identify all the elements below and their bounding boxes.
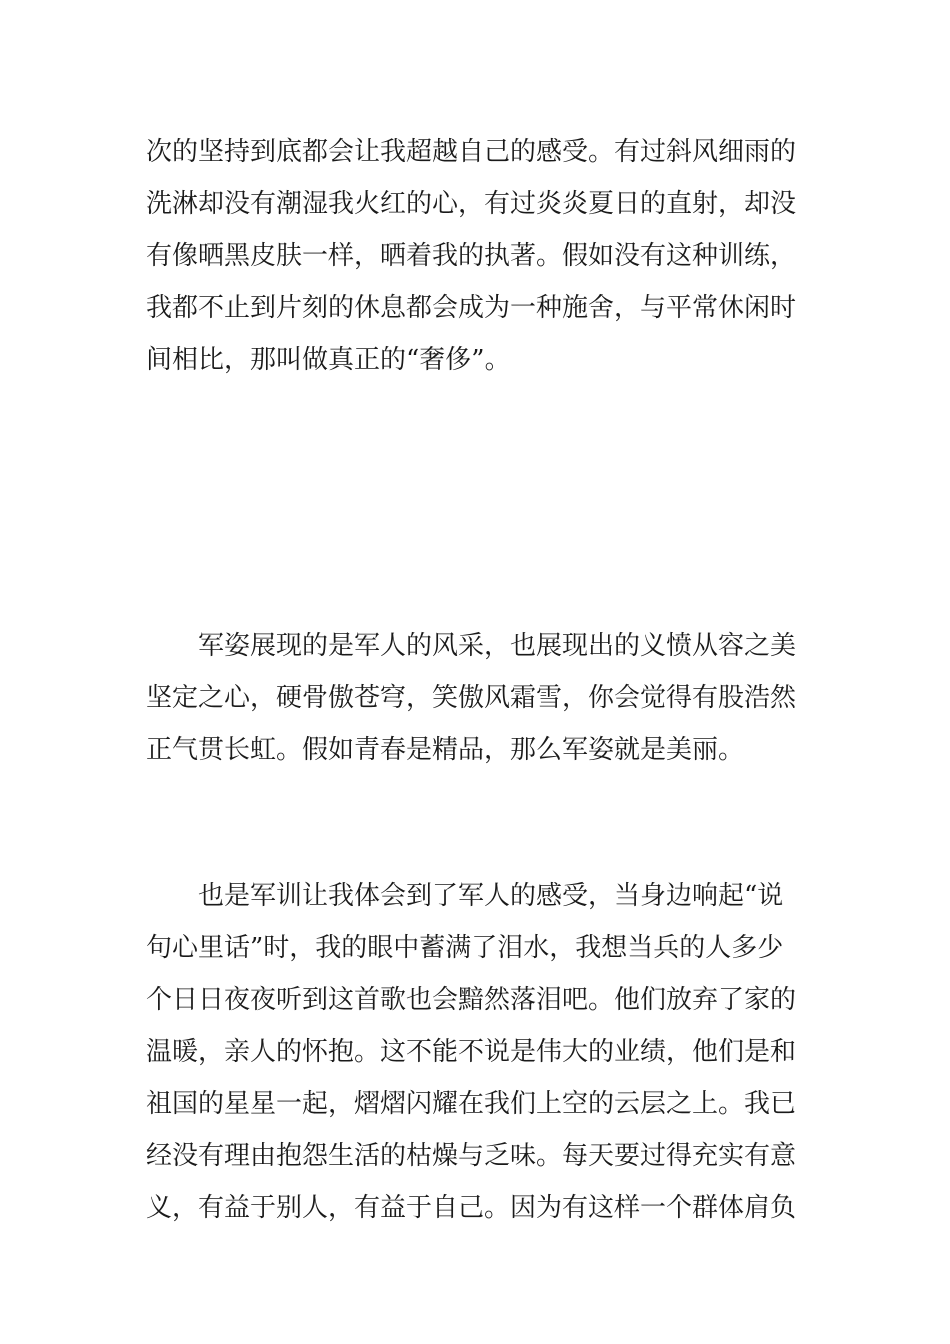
text-line: 军姿展现的是军人的风采，也展现出的义愤从容之美 — [198, 631, 797, 661]
text-line: 温暖，亲人的怀抱。这不能不说是伟大的业绩，他们是和 — [146, 1037, 797, 1067]
text-line: 次的坚持到底都会让我超越自己的感受。有过斜风细雨的 — [146, 137, 797, 167]
text-line: 间相比，那叫做真正的“奢侈”。 — [146, 345, 511, 375]
text-line: 洗淋却没有潮湿我火红的心，有过炎炎夏日的直射，却没 — [146, 189, 797, 219]
text-line: 经没有理由抱怨生活的枯燥与乏味。每天要过得充实有意 — [146, 1141, 797, 1171]
text-line: 祖国的星星一起，熠熠闪耀在我们上空的云层之上。我已 — [146, 1089, 797, 1119]
text-line: 正气贯长虹。假如青春是精品，那么军姿就是美丽。 — [146, 735, 745, 765]
text-line: 义，有益于别人，有益于自己。因为有这样一个群体肩负 — [146, 1193, 797, 1223]
text-line: 句心里话”时，我的眼中蓄满了泪水，我想当兵的人多少 — [146, 933, 784, 963]
text-line: 坚定之心，硬骨傲苍穹，笑傲风霜雪，你会觉得有股浩然 — [146, 683, 797, 713]
text-line: 我都不止到片刻的休息都会成为一种施舍，与平常休闲时 — [146, 293, 797, 323]
text-line: 也是军训让我体会到了军人的感受，当身边响起“说 — [198, 881, 784, 911]
text-line: 有像晒黑皮肤一样，晒着我的执著。假如没有这种训练， — [146, 241, 797, 271]
text-line: 个日日夜夜听到这首歌也会黯然落泪吧。他们放弃了家的 — [146, 985, 797, 1015]
